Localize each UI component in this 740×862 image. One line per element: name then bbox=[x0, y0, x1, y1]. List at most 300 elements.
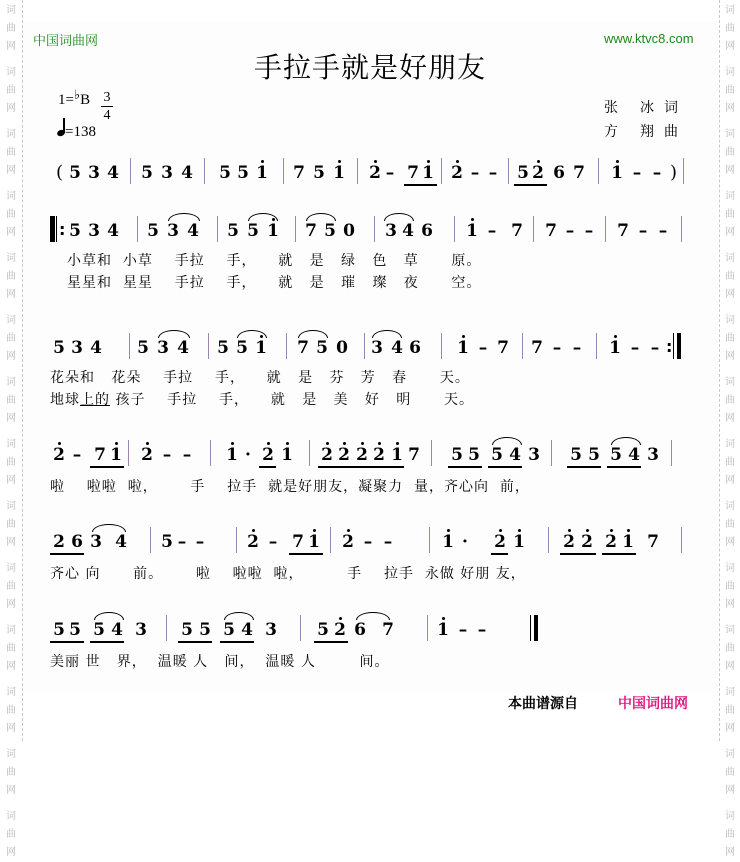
high-octave-dot-icon bbox=[616, 160, 619, 163]
high-octave-dot-icon bbox=[462, 335, 465, 338]
note: 4 bbox=[187, 221, 199, 241]
intro-parenthesis: ) bbox=[670, 162, 678, 183]
watermark-group bbox=[6, 250, 16, 304]
note: 7 bbox=[531, 338, 543, 358]
note: 5 bbox=[137, 338, 149, 358]
note: 2 bbox=[372, 445, 386, 465]
barline bbox=[309, 440, 310, 466]
watermark-char: 网 bbox=[6, 475, 16, 486]
note: 1 bbox=[465, 221, 479, 241]
watermark-group bbox=[6, 498, 16, 552]
note: 6 bbox=[354, 620, 366, 640]
barline bbox=[431, 440, 432, 466]
watermark-char: 曲 bbox=[6, 85, 16, 96]
note: 2 bbox=[53, 532, 65, 552]
watermark-char: 曲 bbox=[6, 705, 16, 716]
note: 6 bbox=[409, 338, 421, 358]
key-note: B bbox=[80, 92, 91, 108]
note: 1 bbox=[225, 445, 239, 465]
note: 7 bbox=[297, 338, 309, 358]
score-row bbox=[50, 615, 690, 670]
eighth-underline bbox=[607, 466, 641, 468]
high-octave-dot-icon bbox=[456, 160, 459, 163]
watermark-char: 曲 bbox=[725, 333, 735, 344]
high-octave-dot-icon bbox=[231, 442, 234, 445]
lyricist-char: 张 bbox=[604, 100, 618, 116]
high-octave-dot-icon bbox=[286, 442, 289, 445]
watermark-char: 词 bbox=[6, 67, 16, 78]
note: 3 bbox=[161, 163, 173, 183]
watermark-char: 网 bbox=[6, 723, 16, 734]
dash-extension: – bbox=[195, 532, 205, 552]
time-denominator: 4 bbox=[103, 108, 111, 123]
note: 4 bbox=[111, 620, 123, 640]
barline bbox=[374, 216, 375, 242]
eighth-underline bbox=[318, 466, 353, 468]
composer-credit bbox=[604, 120, 678, 144]
eighth-underline bbox=[567, 466, 601, 468]
watermark-group bbox=[725, 250, 735, 304]
watermark-char: 词 bbox=[6, 811, 16, 822]
dash-extension: – bbox=[363, 532, 373, 552]
intro-parenthesis: ( bbox=[56, 162, 64, 183]
score-row bbox=[50, 440, 690, 495]
watermark-char: 曲 bbox=[725, 85, 735, 96]
watermark-char: 词 bbox=[725, 253, 735, 264]
watermark-char: 网 bbox=[6, 847, 16, 858]
dash-extension: – bbox=[584, 221, 594, 241]
eighth-underline bbox=[289, 553, 323, 555]
site-name-header[interactable]: 中国词曲网 bbox=[33, 34, 99, 49]
note: 3 bbox=[157, 338, 169, 358]
note: 2 bbox=[320, 445, 334, 465]
watermark-char: 词 bbox=[6, 625, 16, 636]
watermark-group bbox=[6, 126, 16, 180]
watermark-char: 词 bbox=[6, 5, 16, 16]
note: 2 bbox=[261, 445, 275, 465]
watermark-group bbox=[725, 126, 735, 180]
dash-extension: – bbox=[552, 338, 562, 358]
watermark-char: 曲 bbox=[725, 147, 735, 158]
watermark-group bbox=[6, 560, 16, 614]
note: 2 bbox=[604, 532, 618, 552]
watermark-group bbox=[725, 622, 735, 676]
note: 5 bbox=[199, 620, 211, 640]
high-octave-dot-icon bbox=[378, 442, 381, 445]
high-octave-dot-icon bbox=[326, 442, 329, 445]
high-octave-dot-icon bbox=[374, 160, 377, 163]
eighth-underline bbox=[50, 553, 84, 555]
lyric-line: 星星和 星星 手拉 手， 就 是 璀 璨 夜 空。 bbox=[67, 275, 482, 291]
right-watermark-column bbox=[719, 0, 740, 858]
note: 5 bbox=[69, 221, 81, 241]
lyricist-label: 词 bbox=[664, 100, 678, 116]
dash-extension: – bbox=[268, 532, 278, 552]
watermark-char: 曲 bbox=[6, 23, 16, 34]
watermark-char: 网 bbox=[725, 785, 735, 796]
watermark-char: 网 bbox=[6, 165, 16, 176]
note: 3 bbox=[528, 445, 540, 465]
note: 1 bbox=[255, 163, 269, 183]
note: 2 bbox=[246, 532, 260, 552]
note: 5 bbox=[570, 445, 582, 465]
watermark-char: 曲 bbox=[725, 829, 735, 840]
tempo-marking bbox=[57, 118, 96, 141]
note: 3 bbox=[371, 338, 383, 358]
eighth-underline bbox=[514, 184, 547, 186]
note: 7 bbox=[511, 221, 523, 241]
note: 7 bbox=[305, 221, 317, 241]
eighth-underline bbox=[602, 553, 636, 555]
high-octave-dot-icon bbox=[58, 442, 61, 445]
watermark-char: 词 bbox=[725, 811, 735, 822]
high-octave-dot-icon bbox=[586, 529, 589, 532]
repeat-dots: : bbox=[59, 220, 66, 239]
barline bbox=[364, 333, 365, 359]
high-octave-dot-icon bbox=[343, 442, 346, 445]
note: 4 bbox=[107, 221, 119, 241]
watermark-char: 曲 bbox=[6, 271, 16, 282]
note: 5 bbox=[313, 163, 325, 183]
watermark-char: 网 bbox=[6, 227, 16, 238]
eighth-underline bbox=[90, 466, 124, 468]
note: 1 bbox=[307, 532, 321, 552]
watermark-char: 网 bbox=[6, 661, 16, 672]
note: 4 bbox=[177, 338, 189, 358]
dash-extension: – bbox=[658, 221, 668, 241]
note: 4 bbox=[115, 532, 127, 552]
note: 4 bbox=[181, 163, 193, 183]
barline bbox=[548, 527, 549, 553]
watermark-group bbox=[725, 560, 735, 614]
watermark-char: 网 bbox=[6, 785, 16, 796]
lyric-line: 齐心 向 前。 啦 啦啦 啦， 手 拉手 永做 好朋 友， bbox=[50, 566, 526, 582]
barline bbox=[128, 440, 129, 466]
eighth-underline bbox=[50, 641, 84, 643]
note: 2 bbox=[531, 163, 545, 183]
high-octave-dot-icon bbox=[471, 218, 474, 221]
note: 4 bbox=[90, 338, 102, 358]
watermark-char: 词 bbox=[6, 563, 16, 574]
note: 7 bbox=[617, 221, 629, 241]
note: 5 bbox=[517, 163, 529, 183]
score-row bbox=[50, 158, 690, 186]
eighth-underline bbox=[259, 466, 276, 468]
note: 5 bbox=[69, 620, 81, 640]
high-octave-dot-icon bbox=[339, 617, 342, 620]
source-label: 本曲谱源自 bbox=[508, 696, 578, 712]
note: 5 bbox=[247, 221, 259, 241]
final-barline bbox=[534, 615, 538, 641]
watermark-char: 曲 bbox=[6, 519, 16, 530]
score-row bbox=[50, 527, 690, 582]
barline bbox=[217, 216, 218, 242]
note: 3 bbox=[90, 532, 102, 552]
barline bbox=[130, 158, 131, 184]
source-site-link[interactable]: 中国词曲网 bbox=[618, 696, 688, 712]
dash-extension: – bbox=[630, 338, 640, 358]
dash-extension: – bbox=[385, 163, 395, 183]
note: 1 bbox=[512, 532, 526, 552]
note: 7 bbox=[408, 445, 420, 465]
dash-extension: – bbox=[572, 338, 582, 358]
watermark-char: 词 bbox=[6, 439, 16, 450]
barline bbox=[441, 158, 442, 184]
note: 4 bbox=[391, 338, 403, 358]
barline bbox=[551, 440, 552, 466]
barline bbox=[357, 158, 358, 184]
time-numerator: 3 bbox=[103, 90, 111, 105]
barline bbox=[671, 440, 672, 466]
watermark-char: 词 bbox=[725, 687, 735, 698]
watermark-char: 网 bbox=[725, 847, 735, 858]
high-octave-dot-icon bbox=[361, 442, 364, 445]
dot-augment: · bbox=[245, 445, 251, 465]
note: 2 bbox=[450, 163, 464, 183]
watermark-char: 曲 bbox=[725, 271, 735, 282]
high-octave-dot-icon bbox=[499, 529, 502, 532]
fraction-line bbox=[101, 106, 113, 107]
note: 5 bbox=[219, 163, 231, 183]
watermark-char: 词 bbox=[725, 315, 735, 326]
note: 6 bbox=[421, 221, 433, 241]
tempo-value: =138 bbox=[65, 124, 96, 140]
dash-extension: – bbox=[488, 163, 498, 183]
note: 1 bbox=[441, 532, 455, 552]
note: 7 bbox=[647, 532, 659, 552]
note: 1 bbox=[332, 163, 346, 183]
note: 5 bbox=[324, 221, 336, 241]
note: 7 bbox=[497, 338, 509, 358]
watermark-char: 词 bbox=[6, 253, 16, 264]
watermark-char: 词 bbox=[6, 191, 16, 202]
note: 5 bbox=[588, 445, 600, 465]
high-octave-dot-icon bbox=[115, 442, 118, 445]
watermark-char: 曲 bbox=[6, 581, 16, 592]
barline bbox=[596, 333, 597, 359]
dash-extension: – bbox=[652, 163, 662, 183]
note: 4 bbox=[107, 163, 119, 183]
barline bbox=[295, 216, 296, 242]
barline bbox=[454, 216, 455, 242]
note: 3 bbox=[71, 338, 83, 358]
note: 7 bbox=[94, 445, 106, 465]
lyric-line: 美丽 世 界， 温暖 人 间， 温暖 人 间。 bbox=[50, 654, 390, 670]
dash-extension: – bbox=[72, 445, 82, 465]
note: 5 bbox=[217, 338, 229, 358]
barline bbox=[129, 333, 130, 359]
barline bbox=[166, 615, 167, 641]
watermark-group bbox=[725, 498, 735, 552]
eighth-underline bbox=[448, 466, 482, 468]
dot-augment: · bbox=[462, 532, 468, 552]
credits bbox=[604, 96, 678, 144]
note: 2 bbox=[337, 445, 351, 465]
barline bbox=[286, 333, 287, 359]
lyric-line: 花朵和 花朵 手拉 手， 就 是 芬 芳 春 天。 bbox=[50, 370, 470, 386]
watermark-char: 网 bbox=[6, 351, 16, 362]
note: 5 bbox=[93, 620, 105, 640]
high-octave-dot-icon bbox=[518, 529, 521, 532]
watermark-char: 词 bbox=[6, 687, 16, 698]
note: 5 bbox=[161, 532, 173, 552]
eighth-underline bbox=[488, 466, 522, 468]
watermark-char: 网 bbox=[725, 103, 735, 114]
note: 0 bbox=[343, 221, 355, 241]
watermark-char: 曲 bbox=[6, 829, 16, 840]
watermark-char: 网 bbox=[725, 165, 735, 176]
high-octave-dot-icon bbox=[267, 442, 270, 445]
high-octave-dot-icon bbox=[614, 335, 617, 338]
barline bbox=[236, 527, 237, 553]
note: 6 bbox=[553, 163, 565, 183]
watermark-group bbox=[725, 312, 735, 366]
high-octave-dot-icon bbox=[427, 160, 430, 163]
note: 7 bbox=[292, 532, 304, 552]
dash-extension: – bbox=[383, 532, 393, 552]
note: 2 bbox=[580, 532, 594, 552]
watermark-group bbox=[6, 312, 16, 366]
watermark-char: 曲 bbox=[6, 333, 16, 344]
watermark-group bbox=[725, 808, 735, 862]
watermark-char: 词 bbox=[725, 563, 735, 574]
note: 7 bbox=[545, 221, 557, 241]
watermark-char: 曲 bbox=[6, 147, 16, 158]
watermark-group bbox=[725, 436, 735, 490]
note: 5 bbox=[181, 620, 193, 640]
watermark-char: 网 bbox=[725, 41, 735, 52]
lyric-line: 小草和 小草 手拉 手， 就 是 绿 色 草 原。 bbox=[67, 253, 482, 269]
watermark-char: 曲 bbox=[6, 767, 16, 778]
key-signature bbox=[58, 87, 91, 109]
barline bbox=[441, 333, 442, 359]
watermark-char: 词 bbox=[6, 377, 16, 388]
note: 3 bbox=[265, 620, 277, 640]
watermark-char: 网 bbox=[6, 103, 16, 114]
high-octave-dot-icon bbox=[627, 529, 630, 532]
watermark-char: 曲 bbox=[725, 395, 735, 406]
watermark-group bbox=[6, 622, 16, 676]
watermark-char: 词 bbox=[725, 749, 735, 760]
note: 3 bbox=[647, 445, 659, 465]
note: 1 bbox=[254, 338, 268, 358]
watermark-char: 曲 bbox=[6, 395, 16, 406]
dash-extension: – bbox=[458, 620, 468, 640]
composer-char: 翔 bbox=[640, 124, 654, 140]
barline bbox=[605, 216, 606, 242]
watermark-char: 网 bbox=[725, 475, 735, 486]
note: 4 bbox=[509, 445, 521, 465]
site-url-header[interactable]: www.ktvc8.com bbox=[604, 31, 694, 46]
watermark-group bbox=[6, 746, 16, 800]
watermark-char: 网 bbox=[6, 41, 16, 52]
barline bbox=[429, 527, 430, 553]
barline bbox=[210, 440, 211, 466]
watermark-char: 网 bbox=[725, 351, 735, 362]
repeat-start-barline bbox=[50, 216, 55, 242]
dash-extension: – bbox=[177, 532, 187, 552]
watermark-char: 词 bbox=[725, 191, 735, 202]
watermark-char: 网 bbox=[6, 599, 16, 610]
note: 3 bbox=[88, 163, 100, 183]
eighth-underline bbox=[353, 466, 404, 468]
barline bbox=[150, 527, 151, 553]
composer-label: 曲 bbox=[664, 124, 678, 140]
note: 5 bbox=[316, 338, 328, 358]
note: 2 bbox=[52, 445, 66, 465]
watermark-char: 曲 bbox=[725, 643, 735, 654]
high-octave-dot-icon bbox=[338, 160, 341, 163]
high-octave-dot-icon bbox=[537, 160, 540, 163]
high-octave-dot-icon bbox=[396, 442, 399, 445]
watermark-char: 曲 bbox=[6, 209, 16, 220]
watermark-char: 网 bbox=[6, 413, 16, 424]
note: 5 bbox=[491, 445, 503, 465]
watermark-group bbox=[6, 436, 16, 490]
eighth-underline bbox=[560, 553, 596, 555]
watermark-group bbox=[725, 374, 735, 428]
barline bbox=[283, 158, 284, 184]
watermark-char: 曲 bbox=[725, 209, 735, 220]
high-octave-dot-icon bbox=[252, 529, 255, 532]
underlined-lyric: 上的 bbox=[80, 392, 110, 408]
note: 2 bbox=[368, 163, 382, 183]
note: 1 bbox=[390, 445, 404, 465]
note: 1 bbox=[421, 163, 435, 183]
dash-extension: – bbox=[638, 221, 648, 241]
lyric-line: 啦 啦啦 啦， 手 拉手 就是好朋友，凝聚力 量，齐心向 前， bbox=[50, 479, 530, 495]
dash-extension: – bbox=[487, 221, 497, 241]
note: 5 bbox=[147, 221, 159, 241]
high-octave-dot-icon bbox=[447, 529, 450, 532]
high-octave-dot-icon bbox=[568, 529, 571, 532]
note: 1 bbox=[610, 163, 624, 183]
note: 2 bbox=[333, 620, 347, 640]
final-barline bbox=[677, 333, 681, 359]
note: 7 bbox=[573, 163, 585, 183]
eighth-underline bbox=[220, 641, 254, 643]
dash-extension: – bbox=[565, 221, 575, 241]
eighth-underline bbox=[178, 641, 212, 643]
note: 2 bbox=[493, 532, 507, 552]
note: 3 bbox=[167, 221, 179, 241]
note: 5 bbox=[53, 338, 65, 358]
dash-extension: – bbox=[470, 163, 480, 183]
left-watermark-column bbox=[0, 0, 23, 858]
time-signature bbox=[101, 90, 113, 123]
note: 4 bbox=[402, 221, 414, 241]
note: 6 bbox=[71, 532, 83, 552]
barline bbox=[533, 216, 534, 242]
dash-extension: – bbox=[477, 620, 487, 640]
eighth-underline bbox=[404, 184, 437, 186]
quarter-note-icon bbox=[57, 118, 65, 136]
note: 4 bbox=[628, 445, 640, 465]
watermark-char: 词 bbox=[725, 129, 735, 140]
watermark-group bbox=[6, 188, 16, 242]
watermark-char: 曲 bbox=[725, 23, 735, 34]
note: 1 bbox=[608, 338, 622, 358]
watermark-char: 网 bbox=[725, 227, 735, 238]
watermark-group bbox=[725, 746, 735, 800]
watermark-char: 词 bbox=[725, 501, 735, 512]
watermark-char: 曲 bbox=[725, 519, 735, 530]
high-octave-dot-icon bbox=[313, 529, 316, 532]
watermark-char: 词 bbox=[725, 377, 735, 388]
watermark-char: 曲 bbox=[6, 457, 16, 468]
barline bbox=[208, 333, 209, 359]
note: 5 bbox=[53, 620, 65, 640]
